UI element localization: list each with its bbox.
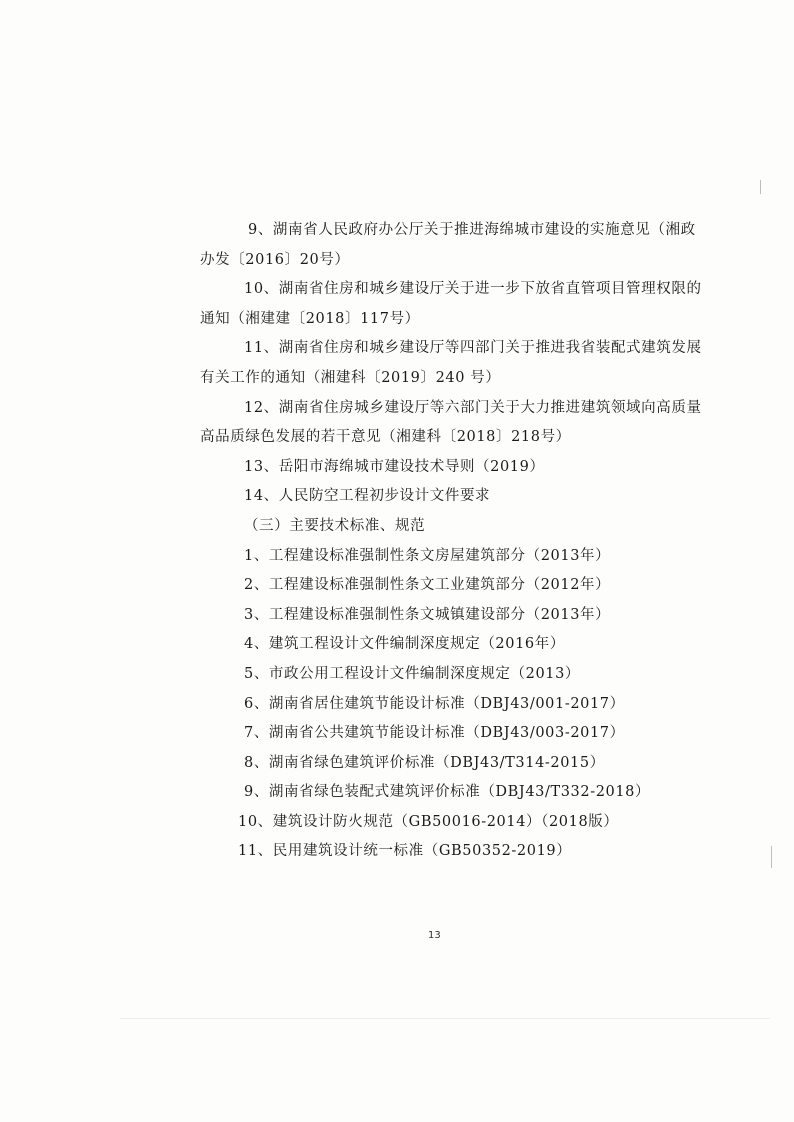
standard-item: 9、湖南省绿色装配式建筑评价标准（DBJ43/T332-2018） — [244, 784, 651, 801]
standard-item: 11、民用建筑设计统一标准（GB50352-2019） — [238, 843, 572, 860]
paragraph-line: 9、湖南省人民政府办公厅关于推进海绵城市建设的实施意见（湘政 — [248, 222, 696, 238]
standard-item: 8、湖南省绿色建筑评价标准（DBJ43/T314-2015） — [244, 754, 605, 771]
paragraph-line: 高品质绿色发展的若干意见（湘建科〔2018〕218号） — [200, 429, 571, 446]
page-number: 13 — [428, 930, 441, 941]
standard-item: 10、建筑设计防火规范（GB50016-2014）（2018版） — [238, 813, 619, 830]
section-heading: （三）主要技术标准、规范 — [244, 517, 426, 534]
standard-item: 1、工程建设标准强制性条文房屋建筑部分（2013年） — [244, 547, 611, 564]
paragraph-line: 12、湖南省住房城乡建设厅等六部门关于大力推进建筑领域向高质量 — [244, 399, 702, 416]
standard-item: 2、工程建设标准强制性条文工业建筑部分（2012年） — [244, 577, 611, 594]
scan-edge-line — [120, 1018, 770, 1019]
standard-item: 3、工程建设标准强制性条文城镇建设部分（2013年） — [244, 606, 611, 623]
scan-artifact — [760, 180, 761, 194]
paragraph-line: 14、人民防空工程初步设计文件要求 — [244, 488, 491, 505]
paragraph-line: 有关工作的通知（湘建科〔2019〕240 号） — [200, 369, 501, 386]
paragraph-line: 13、岳阳市海绵城市建设技术导则（2019） — [244, 458, 545, 475]
paragraph-line: 10、湖南省住房和城乡建设厅关于进一步下放省直管项目管理权限的 — [244, 281, 702, 298]
standard-item: 4、建筑工程设计文件编制深度规定（2016年） — [244, 636, 565, 653]
paragraph-line: 办发〔2016〕20号） — [200, 251, 350, 268]
standard-item: 5、市政公用工程设计文件编制深度规定（2013） — [244, 665, 581, 682]
scan-artifact — [771, 846, 772, 868]
standard-item: 7、湖南省公共建筑节能设计标准（DBJ43/003-2017） — [244, 725, 625, 742]
paragraph-line: 11、湖南省住房和城乡建设厅等四部门关于推进我省装配式建筑发展 — [244, 340, 702, 357]
standard-item: 6、湖南省居住建筑节能设计标准（DBJ43/001-2017） — [244, 695, 625, 712]
paragraph-line: 通知（湘建建〔2018〕117号） — [200, 310, 420, 327]
document-body — [200, 216, 702, 867]
